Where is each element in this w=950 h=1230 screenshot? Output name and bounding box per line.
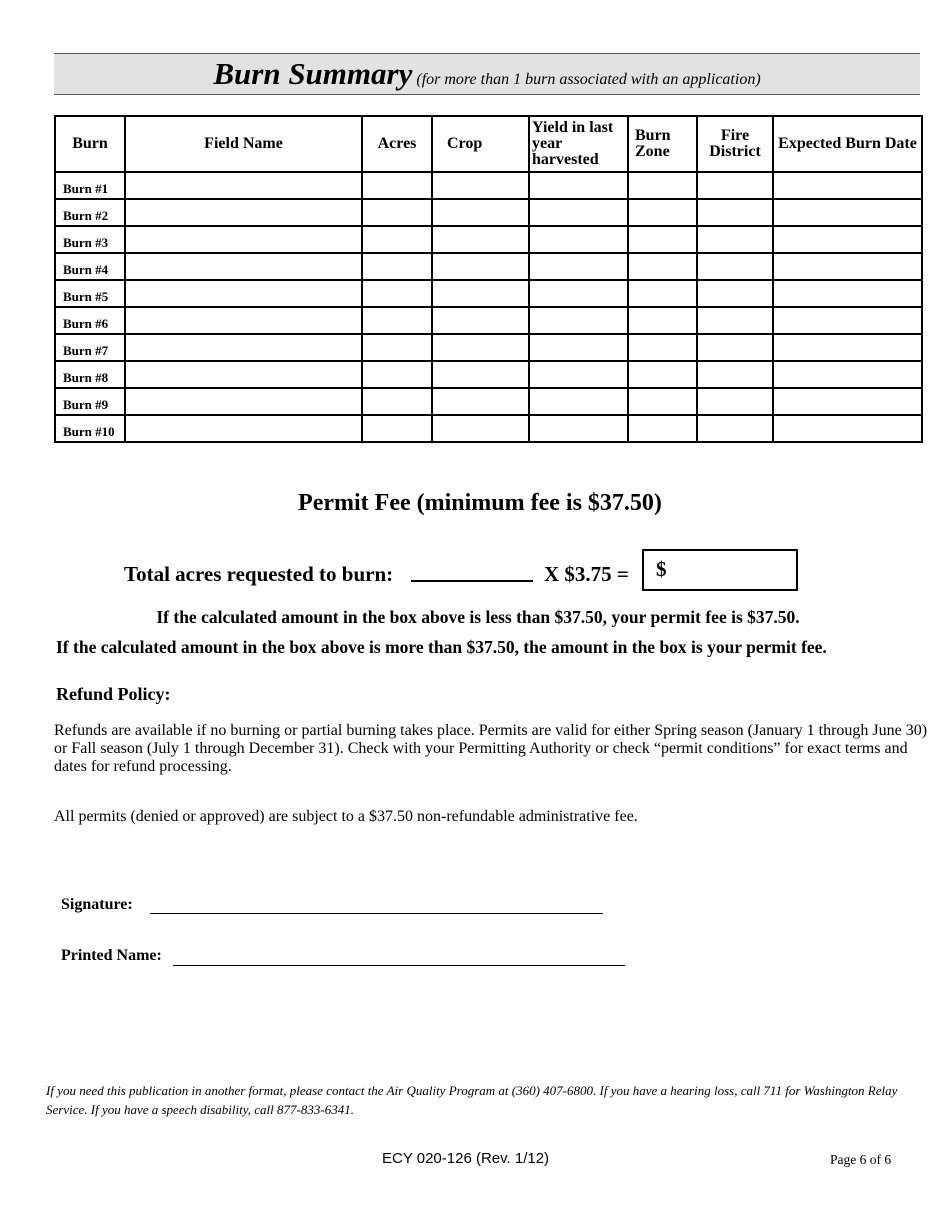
cell-burn-zone[interactable] [628, 253, 697, 280]
table-row [55, 253, 922, 280]
cell-fire-district[interactable] [697, 199, 773, 226]
cell-field-name[interactable] [125, 253, 362, 280]
total-acres-field[interactable] [411, 580, 533, 582]
header-expected-date: Expected Burn Date [773, 116, 922, 172]
signature-field[interactable] [150, 913, 603, 914]
dollar-sign: $ [656, 557, 667, 581]
cell-crop[interactable] [432, 334, 529, 361]
cell-expected-date[interactable] [773, 361, 922, 388]
table-row [55, 361, 922, 388]
cell-acres[interactable] [362, 253, 432, 280]
cell-expected-date[interactable] [773, 307, 922, 334]
header-acres: Acres [362, 116, 432, 172]
burn-row-label: Burn #5 [55, 280, 125, 307]
cell-field-name[interactable] [125, 199, 362, 226]
cell-expected-date[interactable] [773, 415, 922, 442]
cell-burn-zone[interactable] [628, 334, 697, 361]
burn-row-label: Burn #2 [55, 199, 125, 226]
table-row [55, 226, 922, 253]
cell-fire-district[interactable] [697, 280, 773, 307]
cell-acres[interactable] [362, 199, 432, 226]
fee-note-more: If the calculated amount in the box above is more than $37.50, the amount in the box is your permit fee. [56, 637, 827, 657]
cell-crop[interactable] [432, 199, 529, 226]
cell-expected-date[interactable] [773, 334, 922, 361]
cell-fire-district[interactable] [697, 226, 773, 253]
refund-policy-text: Refunds are available if no burning or partial burning takes place. Permits are valid for either Spring season (January 1 through June 30) or Fall season (July 1 through December 31). Check with your Permitting Authority or check “permit conditions” for exact terms and dates for refund processing. [54, 722, 928, 775]
cell-yield[interactable] [529, 280, 628, 307]
cell-yield[interactable] [529, 199, 628, 226]
cell-yield[interactable] [529, 388, 628, 415]
cell-field-name[interactable] [125, 388, 362, 415]
burn-row-label: Burn #8 [55, 361, 125, 388]
burn-row-label: Burn #3 [55, 226, 125, 253]
burn-row-label: Burn #10 [55, 415, 125, 442]
cell-crop[interactable] [432, 226, 529, 253]
page-title: Burn Summary [213, 56, 413, 91]
cell-acres[interactable] [362, 280, 432, 307]
burn-row-label: Burn #4 [55, 253, 125, 280]
total-acres-label: Total acres requested to burn: [124, 562, 394, 586]
cell-burn-zone[interactable] [628, 307, 697, 334]
cell-crop[interactable] [432, 280, 529, 307]
cell-field-name[interactable] [125, 361, 362, 388]
cell-crop[interactable] [432, 388, 529, 415]
cell-fire-district[interactable] [697, 172, 773, 199]
cell-yield[interactable] [529, 361, 628, 388]
cell-acres[interactable] [362, 361, 432, 388]
burn-row-label: Burn #9 [55, 388, 125, 415]
burn-summary-banner [54, 53, 920, 95]
cell-fire-district[interactable] [697, 361, 773, 388]
cell-fire-district[interactable] [697, 334, 773, 361]
cell-fire-district[interactable] [697, 253, 773, 280]
cell-expected-date[interactable] [773, 226, 922, 253]
cell-fire-district[interactable] [697, 307, 773, 334]
admin-fee-text: All permits (denied or approved) are subject to a $37.50 non-refundable administrative fee. [54, 808, 638, 825]
table-row [55, 334, 922, 361]
cell-expected-date[interactable] [773, 388, 922, 415]
accessibility-note: If you need this publication in another format, please contact the Air Quality Program at (360) 407-6800. If you have a hearing loss, call 711 for Washington Relay Service. If you have a speech disability, call 877-833-6341. [46, 1083, 898, 1117]
cell-yield[interactable] [529, 253, 628, 280]
cell-yield[interactable] [529, 415, 628, 442]
cell-fire-district[interactable] [697, 415, 773, 442]
fee-multiplier: X $3.75 = [544, 562, 629, 586]
cell-crop[interactable] [432, 307, 529, 334]
cell-expected-date[interactable] [773, 172, 922, 199]
cell-yield[interactable] [529, 334, 628, 361]
cell-burn-zone[interactable] [628, 280, 697, 307]
refund-policy-heading: Refund Policy: [56, 684, 171, 704]
header-burn-zone: Burn Zone [628, 116, 697, 172]
signature-label: Signature: [61, 896, 133, 913]
cell-acres[interactable] [362, 415, 432, 442]
cell-burn-zone[interactable] [628, 226, 697, 253]
cell-burn-zone[interactable] [628, 361, 697, 388]
burn-summary-table [54, 115, 923, 443]
cell-expected-date[interactable] [773, 199, 922, 226]
table-row [55, 307, 922, 334]
table-row [55, 415, 922, 442]
header-crop: Crop [432, 116, 529, 172]
cell-field-name[interactable] [125, 280, 362, 307]
header-fire-district: Fire District [697, 116, 773, 172]
cell-burn-zone[interactable] [628, 199, 697, 226]
permit-fee-title: Permit Fee (minimum fee is $37.50) [298, 490, 662, 516]
cell-yield[interactable] [529, 307, 628, 334]
table-row [55, 280, 922, 307]
table-header-row [55, 116, 922, 172]
printed-name-label: Printed Name: [61, 947, 162, 964]
header-burn: Burn [55, 116, 125, 172]
table-row [55, 388, 922, 415]
header-field-name: Field Name [125, 116, 362, 172]
cell-crop[interactable] [432, 172, 529, 199]
cell-acres[interactable] [362, 226, 432, 253]
printed-name-field[interactable] [173, 965, 625, 966]
header-yield: Yield in last year harvested [529, 116, 628, 172]
cell-field-name[interactable] [125, 415, 362, 442]
cell-field-name[interactable] [125, 334, 362, 361]
cell-field-name[interactable] [125, 307, 362, 334]
burn-row-label: Burn #7 [55, 334, 125, 361]
fee-note-less: If the calculated amount in the box above is less than $37.50, your permit fee is $37.50. [156, 607, 800, 627]
cell-field-name[interactable] [125, 226, 362, 253]
cell-acres[interactable] [362, 334, 432, 361]
table-row [55, 199, 922, 226]
cell-crop[interactable] [432, 415, 529, 442]
cell-crop[interactable] [432, 253, 529, 280]
cell-acres[interactable] [362, 307, 432, 334]
table-row [55, 172, 922, 199]
cell-burn-zone[interactable] [628, 415, 697, 442]
page-subtitle: (for more than 1 burn associated with an application) [416, 71, 761, 88]
form-id: ECY 020-126 (Rev. 1/12) [382, 1150, 550, 1167]
cell-acres[interactable] [362, 172, 432, 199]
cell-crop[interactable] [432, 361, 529, 388]
burn-row-label: Burn #6 [55, 307, 125, 334]
cell-yield[interactable] [529, 226, 628, 253]
page-number: Page 6 of 6 [830, 1152, 892, 1167]
cell-burn-zone[interactable] [628, 172, 697, 199]
cell-acres[interactable] [362, 388, 432, 415]
burn-row-label: Burn #1 [55, 172, 125, 199]
cell-expected-date[interactable] [773, 280, 922, 307]
cell-burn-zone[interactable] [628, 388, 697, 415]
calculated-fee-box[interactable] [642, 549, 798, 591]
cell-fire-district[interactable] [697, 388, 773, 415]
cell-yield[interactable] [529, 172, 628, 199]
cell-field-name[interactable] [125, 172, 362, 199]
cell-expected-date[interactable] [773, 253, 922, 280]
